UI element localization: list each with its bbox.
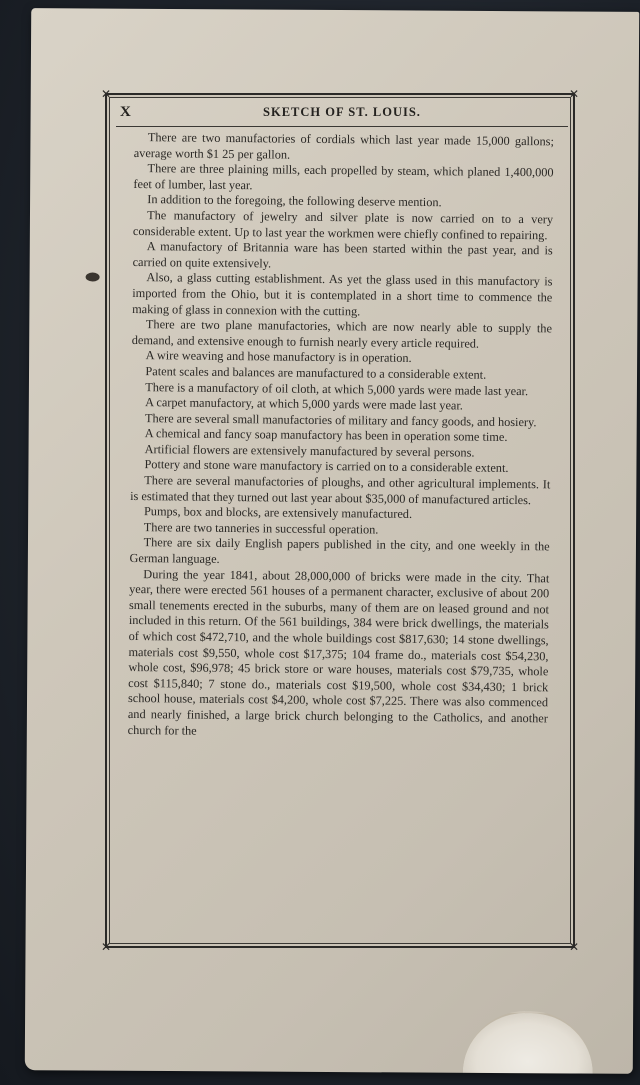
paragraph: Pottery and stone ware manufactory is carried on to a considerable extent. <box>144 457 509 476</box>
paragraph: A manufactory of Britannia ware has been started within the past year, and is carried on quite extensively. <box>132 239 553 271</box>
water-stain <box>463 1011 593 1074</box>
paragraph: There are two manufactories of cordials which last year made 15,000 gallons; average worth $1 25 per gallon. <box>133 130 554 162</box>
body-text <box>126 130 554 934</box>
paragraph: Artificial flowers are extensively manufactured by several persons. <box>144 442 475 460</box>
paragraph: There are three plaining mills, each propelled by steam, which planed 1,400,000 feet of lumber, last year. <box>133 161 554 193</box>
paragraph: There are several manufactories of ploughs, and other agricultural implements. It is estimated that they turned out last year about $35,000 of manufactured articles. <box>130 473 551 507</box>
paragraph: There is a manufactory of oil cloth, at which 5,000 yards were made last year. <box>145 379 529 398</box>
running-head: SKETCH OF ST. LOUIS. <box>263 105 421 119</box>
paragraph: A carpet manufactory, at which 5,000 yards were made last year. <box>145 395 463 413</box>
paragraph: Also, a glass cutting establishment. As yet the glass used in this manufactory is imported from the Ohio, but it is contemplated in a short time to commence the making of glass in connexion with the cutting. <box>132 270 553 318</box>
corner-ornament-icon: ✕ <box>101 87 112 101</box>
page-header <box>116 104 568 127</box>
ink-spot <box>86 272 100 281</box>
paragraph: Patent scales and balances are manufactured to a considerable extent. <box>145 364 487 382</box>
paragraph: Pumps, box and blocks, are extensively manufactured. <box>143 504 413 522</box>
paragraph: A chemical and fancy soap manufactory has been in operation some time. <box>144 426 508 445</box>
corner-ornament-icon: ✕ <box>569 940 580 954</box>
corner-ornament-icon: ✕ <box>569 87 580 101</box>
page-number: X <box>120 104 131 120</box>
paragraph: There are two plane manufactories, which are now nearly able to supply the demand, and extensive enough to furnish nearly every article required. <box>131 317 553 351</box>
paragraph: There are two tanneries in successful operation. <box>143 519 379 537</box>
paragraph: During the year 1841, about 28,000,000 of bricks were made in the city. That year, there were erected 561 houses of a permanent character, exclusive of about 200 small tenements erected in the suburbs, many of them are on leased ground and not included in this return. Of the 561 buildings, 384 were brick dwellings, the materials of which cost $472,710, and the whole buildings cost $817,630; 14 stone dwellings, materials cost $9,550, whole cost $17,375; 104 frame do., materials cost $54,230, whole cost, $96,978; 45 brick store or ware houses, materials cost $79,735, whole cost $115,840; 7 stone do., materials cost $19,500, whole cost $34,430; 1 brick school house, materials cost $4,200, whole cost $7,225. There was also commenced and nearly finished, a large brick church belonging to the Catholics, and another church for the <box>127 566 550 738</box>
paragraph: There are six daily English papers published in the city, and one weekly in the German language. <box>129 535 550 566</box>
corner-ornament-icon: ✕ <box>101 940 112 954</box>
paragraph: A wire weaving and hose manufactory is in operation. <box>145 348 412 366</box>
paragraph: In addition to the foregoing, the following deserve mention. <box>147 192 442 210</box>
paragraph: The manufactory of jewelry and silver plate is now carried on to a very considerable extent. Up to last year the workmen were chiefly confined to repairing. <box>132 208 554 242</box>
paragraph: There are several small manufactories of military and fancy goods, and hosiery. <box>144 410 537 429</box>
